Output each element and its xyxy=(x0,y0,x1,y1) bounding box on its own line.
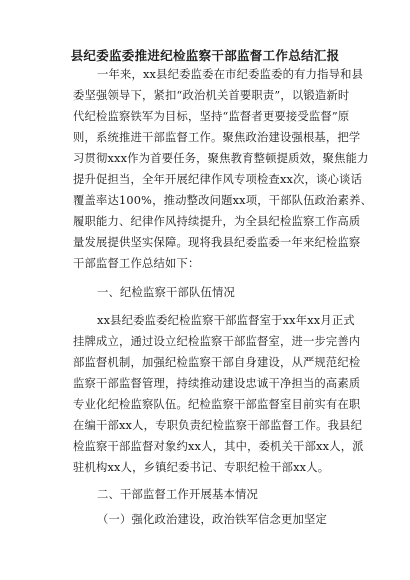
paragraph-line: 履职能力、纪律作风持续提升，为全县纪检监察工作高质 xyxy=(73,215,361,228)
subsection-heading: （一）强化政治建设，政治铁军信念更加坚定 xyxy=(97,513,327,526)
paragraph-line: 驻机构xx人，乡镇纪委书记、专职纪检干部xx人。 xyxy=(73,461,330,474)
document-title: 县纪委监委推进纪检监察干部监督工作总结汇报 xyxy=(70,48,340,63)
paragraph-line: 检监察干部监督对象约xx人，其中，委机关干部xx人，派 xyxy=(73,440,364,453)
paragraph-line: 干部监督工作总结如下： xyxy=(73,257,200,270)
section-heading: 二、干部监督工作开展基本情况 xyxy=(97,488,258,501)
paragraph-line: 习贯彻xxx作为首要任务，聚焦教育整顿提质效，聚焦能力 xyxy=(73,152,369,165)
paragraph-line: 监察干部监督管理，持续推动建设忠诚干净担当的高素质 xyxy=(73,377,361,390)
paragraph-line: 部监督机制，加强纪检监察干部自身建设，从严规范纪检 xyxy=(73,356,361,369)
paragraph-line: 量发展提供坚实保障。现将我县纪委监委一年来纪检监察 xyxy=(73,236,361,249)
paragraph-line: 在编干部xx人，专职负责纪检监察干部监督工作。我县纪 xyxy=(73,419,363,432)
paragraph-line: 代纪检监察铁军为目标，坚持“监督者更要接受监督”原 xyxy=(73,110,350,123)
paragraph-line: 则，系统推进干部监督工作。聚焦政治建设强根基，把学 xyxy=(73,131,361,144)
paragraph-line: 挂牌成立，通过设立纪检监察干部监督室，进一步完善内 xyxy=(73,335,361,348)
paragraph-line: 提升促担当，全年开展纪律作风专项检查xx次，谈心谈话 xyxy=(73,173,363,186)
paragraph-line: 覆盖率达100%，推动整改问题xx项，干部队伍政治素养、 xyxy=(73,194,373,207)
section-heading: 一、纪检监察干部队伍情况 xyxy=(97,286,235,299)
paragraph-line: xx县纪委监委纪检监察干部监督室于xx年xx月正式 xyxy=(97,314,355,327)
paragraph-line: 专业化纪检监察队伍。纪检监察干部监督室目前实有在职 xyxy=(73,398,361,411)
paragraph-line: 一年来，xx县纪委监委在市纪委监委的有力指导和县 xyxy=(97,68,364,81)
paragraph-line: 委坚强领导下，紧扣“政治机关首要职责”，以锻造新时 xyxy=(73,89,350,102)
